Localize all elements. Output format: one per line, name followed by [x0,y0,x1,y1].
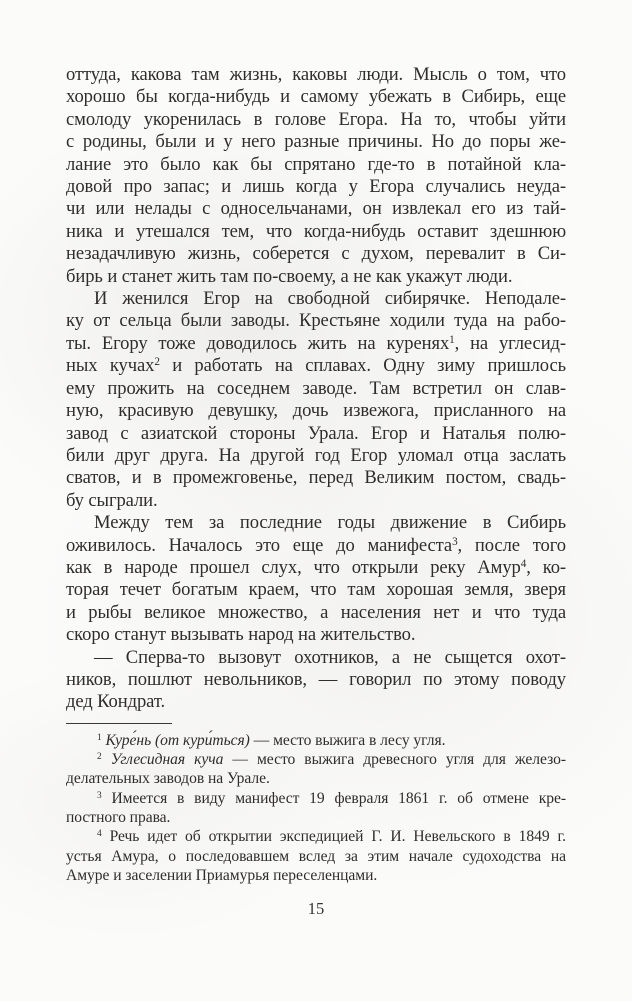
text-line: завод с азиатской стороны Урала. Егор и Наталья полю- [66,422,566,444]
text-line: ных кучах$^2$ и работать на сплавах. Одну зиму пришлось [66,355,566,377]
text-line: устья Амура, о последовавшем вслед за этим начале судоходства на [66,847,566,865]
text-line: $^2$ Углесидная куча — место выжига древесного угля для железо- [97,751,566,769]
text-line: ников, пошлют невольников, — говорил по этому поводу [66,668,566,690]
text-line: ника и утешался тем, что когда-нибудь оставит здешнюю [66,220,566,242]
text-line: $^4$ Речь идет об открытии экспедицией Г. И. Невельского в 1849 г. [97,828,566,846]
text-line: Амуре и заселении Приамурья переселенцами. [66,866,378,884]
text-line: довой про запас; и лишь когда у Егора случались неуда- [66,176,566,198]
text-line: — Сперва-то вызовут охотников, а не сыщется охот- [94,646,566,668]
text-line: делательных заводов на Урале. [66,770,270,788]
text-line: смолоду укоренилась в голове Егора. На то, чтобы уйти [66,108,566,130]
text-line: $^1$ Куре́нь (от кури́ться) — место выжига в лесу угля. [97,731,446,749]
text-line: постного права. [66,808,171,826]
text-line: ную, красивую девушку, дочь извежога, присланного на [66,400,566,422]
text-line: били друг друга. На другой год Егор уломал отца заслать [66,444,566,466]
text-line: ку от сельца были заводы. Крестьяне ходили туда на рабо- [66,310,566,332]
text-line: бирь и станет жить там по-своему, а не как укажут люди. [66,265,513,287]
text-line: Между тем за последние годы движение в Сибирь [94,512,566,534]
text-line: оттуда, какова там жизнь, каковы люди. Мысль о том, что [66,64,566,85]
text-line: торая течет богатым краем, что там хорошая земля, зверя [66,579,566,601]
text-line: и рыбы великое множество, а населения нет и что туда [66,601,566,623]
text-line: незадачливую жизнь, соберется с духом, перевалит в Си- [66,243,566,265]
text-line: сватов, и в промежговенье, перед Великим постом, свадь- [66,467,566,489]
footnote-separator [66,723,172,724]
text-line: с родины, были и у него разные причины. Но до поры же- [66,131,566,153]
text-line: $^3$ Имеется в виду манифест 19 февраля 1861 г. об отмене кре- [97,789,566,807]
text-line: дед Кондрат. [66,691,166,713]
text-line: как в народе прошел слух, что открыли реку Амур$^4$, ко- [66,556,566,578]
text-line: ему прожить на соседнем заводе. Там встретил он слав- [66,377,566,399]
text-line: чи или нелады с односельчанами, он извлекал его из тай- [66,198,566,220]
text-line: скоро станут вызывать народ на жительство. [66,624,416,646]
footnotes [66,731,566,885]
text-line: бу сыграли. [66,489,158,511]
text-line: оживилось. Началось это еще до манифеста$^3$, после того [66,534,566,556]
main-text [66,64,566,714]
text-line: И женился Егор на свободной сибирячке. Неподале- [94,288,566,310]
page-number: 15 [307,899,325,919]
text-line: лание это было как бы спрятано где-то в потайной кла- [66,153,566,175]
text-line: ты. Егору тоже доводилось жить на куренях$^1$, на углесид- [66,332,566,354]
text-line: хорошо бы когда-нибудь и самому убежать в Сибирь, еще [66,86,566,108]
